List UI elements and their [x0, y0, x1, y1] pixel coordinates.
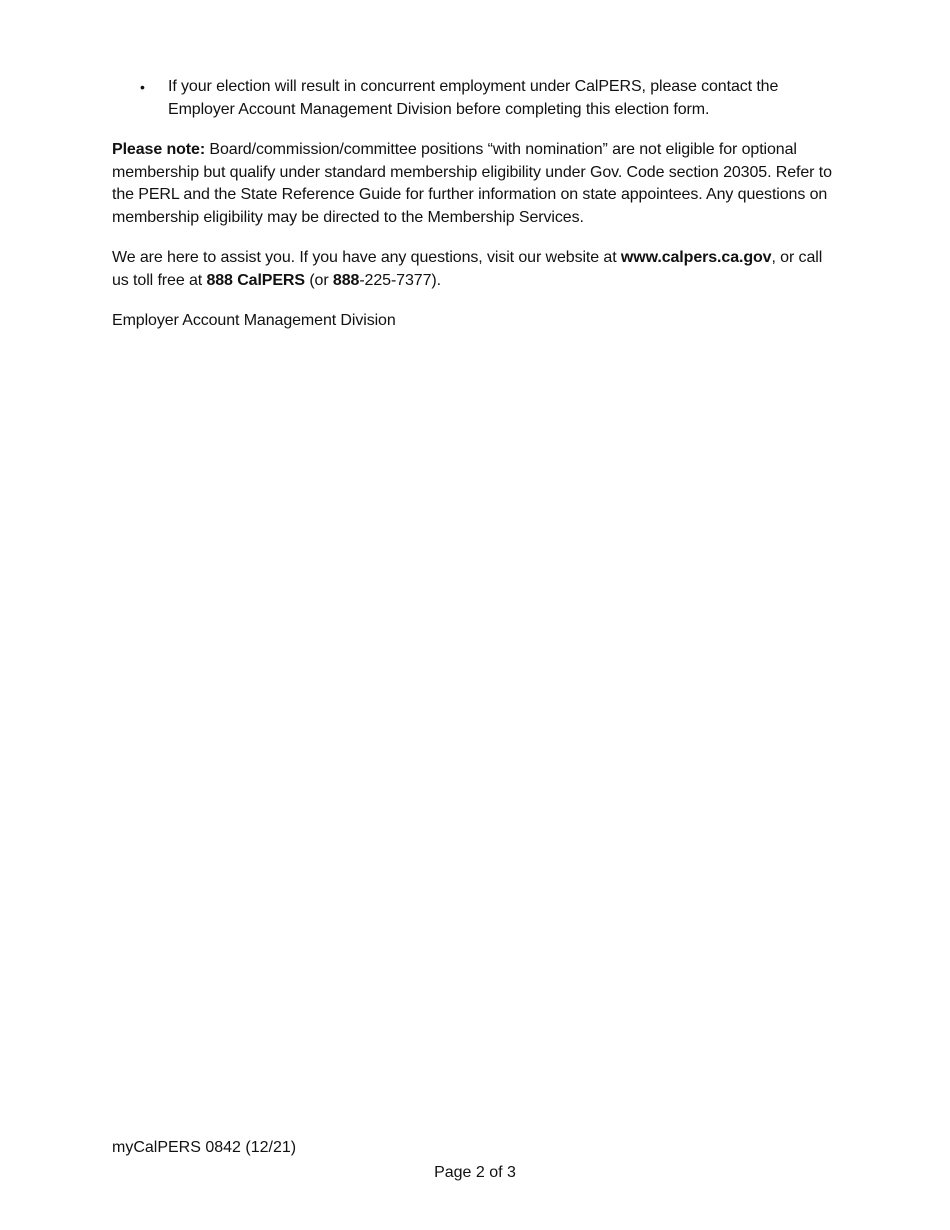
signature: Employer Account Management Division [112, 312, 396, 329]
assist-text-2: , or call us toll free at [112, 249, 823, 289]
assist-text-3: (or [304, 271, 333, 289]
assist-text-1: We are here to assist you. If you have any questions, visit our website at [112, 249, 621, 266]
form-id: myCalPERS 0842 (12/21) [112, 1139, 297, 1156]
document-body [112, 76, 837, 333]
note-paragraph [112, 139, 837, 229]
phone-name: 888 CalPERS [206, 271, 305, 289]
assist-paragraph [112, 247, 837, 292]
page-number: Page 2 of 3 [434, 1164, 516, 1181]
website-link[interactable]: www.calpers.ca.gov [620, 249, 772, 266]
phone-prefix: 888 [332, 271, 360, 289]
note-label: Please note: [112, 141, 206, 158]
list-item [140, 76, 837, 121]
note-text: Board/commission/committee positions “with nomination” are not eligible for optional membership but qualify under standard membership eligibility under Gov. Code section 20305. Refer to the PERL and the State Reference Guide for further information on state appointees. Any questions on membership eligibility may be directed to the Membership Services. [112, 141, 832, 226]
phone-number: -225-7377). [359, 271, 441, 289]
bullet-icon: • [140, 79, 145, 95]
bullet-text: If your election will result in concurrent employment under CalPERS, please contact the Employer Account Management Division before completing this election form. [168, 78, 779, 118]
